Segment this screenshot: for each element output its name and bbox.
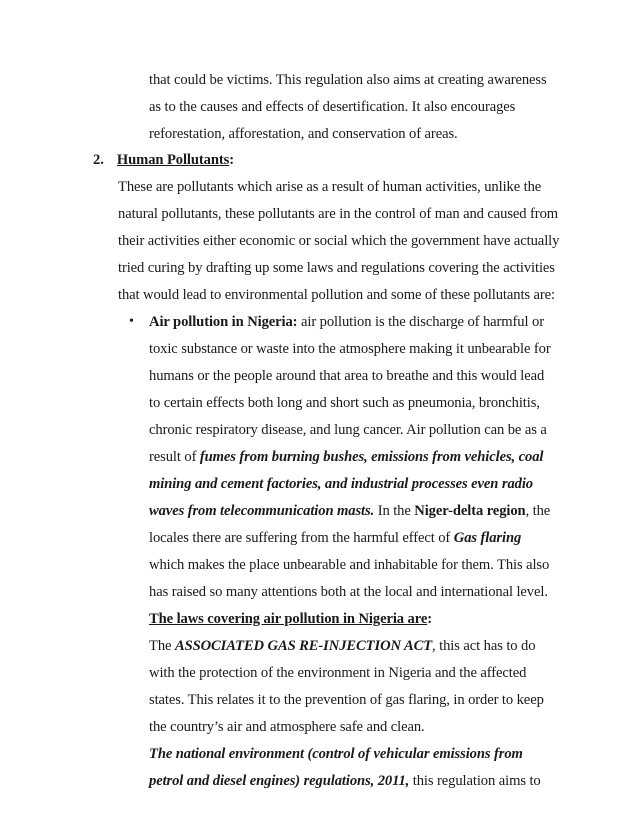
paragraph-line: waves from telecommunication masts. In the Niger-delta region, the [149,503,551,519]
paragraph-line: These are pollutants which arise as a result of human activities, unlike the [118,179,542,195]
section-title-colon: : [229,152,234,168]
laws-heading: The laws covering air pollution in Nigeria are: [149,611,432,627]
section-number: 2. [93,152,104,168]
paragraph-line: the country’s air and atmosphere safe and clean. [149,719,425,735]
paragraph-line: with the protection of the environment in Nigeria and the affected [149,665,527,681]
paragraph-line: chronic respiratory disease, and lung cancer. Air pollution can be as a [149,422,547,438]
paragraph-line: that would lead to environmental pollution and some of these pollutants are: [118,287,556,303]
paragraph-line: result of fumes from burning bushes, emissions from vehicles, coal [149,449,544,465]
section-title: Human Pollutants [116,152,230,168]
paragraph-line: which makes the place unbearable and inhabitable for them. This also [149,557,550,573]
paragraph-line: tried curing by drafting up some laws and regulations covering the activities [118,260,555,276]
paragraph-line: humans or the people around that area to breathe and this would lead [149,368,545,384]
emphasis-text: mining and cement factories, and industrial processes even radio [149,476,533,492]
act-line: The ASSOCIATED GAS RE-INJECTION ACT, this act has to do [149,638,536,654]
paragraph-line: states. This relates it to the prevention of gas flaring, in order to keep [149,692,544,708]
regulation-line: petrol and diesel engines) regulations, 2011, this regulation aims to [149,773,541,789]
emphasis-text: waves from telecommunication masts. [149,503,375,519]
paragraph-line: to certain effects both long and short such as pneumonia, bronchitis, [149,395,540,411]
paragraph-line: as to the causes and effects of desertification. It also encourages [149,99,516,115]
bullet-first-line: Air pollution in Nigeria: air pollution is the discharge of harmful or [149,314,544,330]
paragraph-line: locales there are suffering from the harmful effect of Gas flaring [149,530,522,546]
bullet-icon: • [129,314,134,329]
paragraph-line: reforestation, afforestation, and conservation of areas. [149,126,458,142]
section-heading [93,151,234,169]
region-name: Niger-delta region [414,503,526,519]
emphasis-text: Gas flaring [453,530,522,546]
paragraph-line: that could be victims. This regulation also aims at creating awareness [149,72,547,88]
paragraph-line: toxic substance or waste into the atmosphere making it unbearable for [149,341,551,357]
regulation-title: The national environment (control of vehicular emissions from [149,746,523,762]
paragraph-line: their activities either economic or social which the government have actually [118,233,560,249]
paragraph-line: natural pollutants, these pollutants are in the control of man and caused from [118,206,559,222]
act-name: ASSOCIATED GAS RE-INJECTION ACT [174,638,433,654]
bullet-title: Air pollution in Nigeria: [149,314,298,330]
paragraph-line: has raised so many attentions both at the local and international level. [149,584,548,600]
regulation-title: petrol and diesel engines) regulations, 2011, [149,773,410,789]
emphasis-text: fumes from burning bushes, emissions from vehicles, coal [199,449,544,465]
